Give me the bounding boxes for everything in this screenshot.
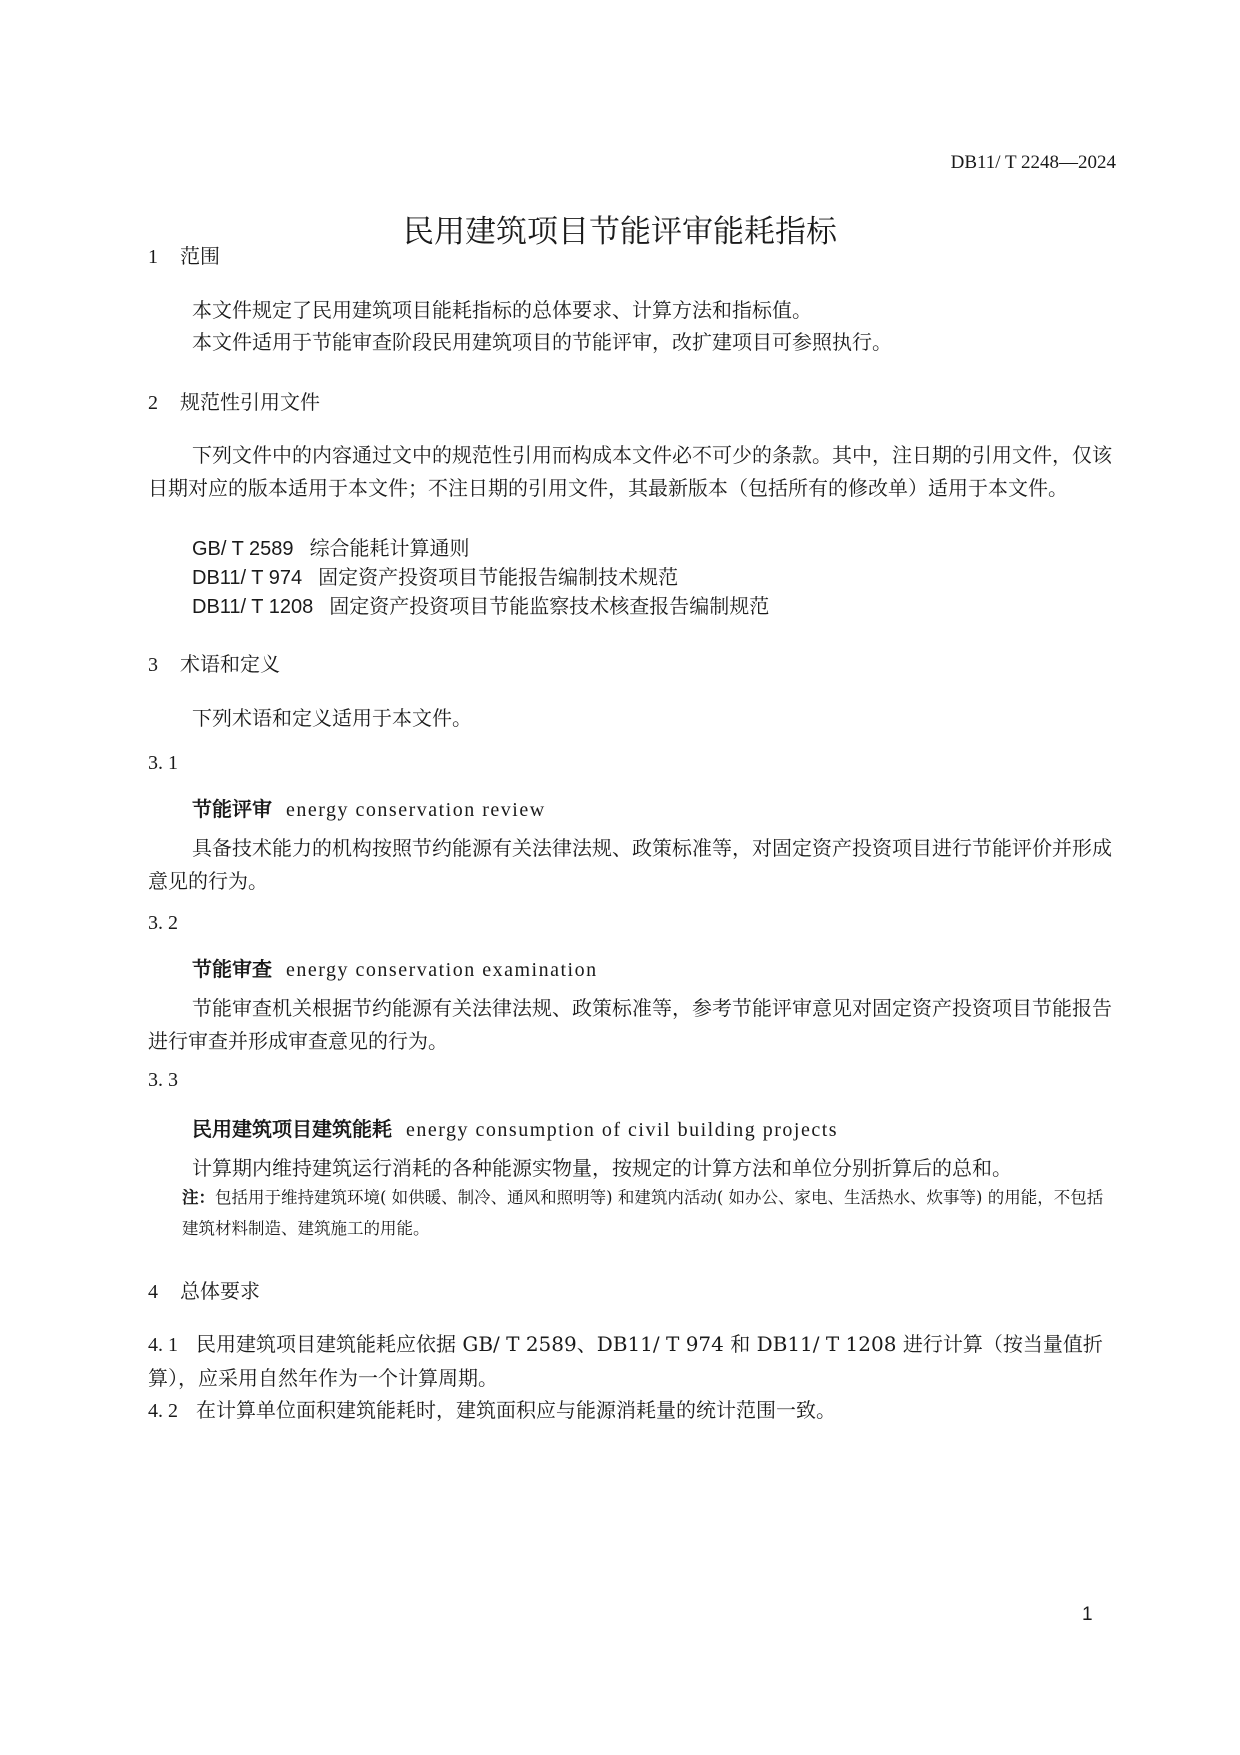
section-title: 术语和定义: [180, 652, 280, 676]
standard-number: DB11/ T 2248—2024: [950, 152, 1116, 173]
reference-item: [192, 561, 678, 590]
section-number: 1: [148, 246, 158, 268]
reference-title: 综合能耗计算通则: [309, 536, 470, 560]
term-definition: 具备技术能力的机构按照节约能源有关法律法规、政策标准等，对固定资产投资项目进行节能评价并形成意见的行为。: [148, 836, 1112, 893]
terms-intro: 下列术语和定义适用于本文件。: [192, 706, 472, 730]
requirement-item: [148, 1328, 1116, 1395]
section-4-heading: [148, 1275, 260, 1304]
term-note: [182, 1182, 1118, 1244]
note-label: 注：: [182, 1188, 215, 1207]
clause-number: 3. 3: [148, 1069, 178, 1091]
section-number: 3: [148, 654, 158, 676]
requirement-item: [148, 1394, 1116, 1428]
section-number: 4: [148, 1281, 158, 1303]
clause-number: 3. 2: [148, 912, 178, 934]
term-definition: 计算期内维持建筑运行消耗的各种能源实物量，按规定的计算方法和单位分别折算后的总和。: [192, 1156, 1012, 1180]
scope-paragraph-1: 本文件规定了民用建筑项目能耗指标的总体要求、计算方法和指标值。: [192, 298, 812, 322]
reference-code: DB11/ T 1208: [192, 596, 314, 618]
references-intro: 下列文件中的内容通过文中的规范性引用而构成本文件必不可少的条款。其中，注日期的引用文件，仅该日期对应的版本适用于本文件；不注日期的引用文件，其最新版本（包括所有的修改单）适用于本文件。: [148, 443, 1112, 500]
term-english: energy conservation examination: [286, 959, 598, 981]
scope-paragraph-2: 本文件适用于节能审查阶段民用建筑项目的节能评审，改扩建项目可参照执行。: [192, 330, 892, 354]
term-definition: 节能审查机关根据节约能源有关法律法规、政策标准等，参考节能评审意见对固定资产投资项目节能报告进行审查并形成审查意见的行为。: [148, 996, 1112, 1053]
clause-number: 3. 1: [148, 752, 178, 774]
section-title: 总体要求: [180, 1279, 260, 1303]
section-1-heading: [148, 240, 220, 269]
requirement-number: 4. 2: [148, 1400, 178, 1422]
term-heading: [192, 953, 598, 982]
reference-code: DB11/ T 974: [192, 567, 303, 589]
document-title: 民用建筑项目节能评审能耗指标: [403, 214, 837, 250]
term-heading: [192, 1113, 838, 1142]
term-chinese: 节能审查: [192, 957, 272, 981]
section-title: 规范性引用文件: [180, 390, 320, 414]
requirement-text: 民用建筑项目建筑能耗应依据 GB/ T 2589、DB11/ T 974 和 DB11/ T 1208 进行计算（按当量值折算），应采用自然年作为一个计算周期。: [148, 1332, 1103, 1390]
section-number: 2: [148, 392, 158, 414]
requirement-text: 在计算单位面积建筑能耗时，建筑面积应与能源消耗量的统计范围一致。: [196, 1398, 836, 1422]
note-text: 包括用于维持建筑环境( 如供暖、制冷、通风和照明等) 和建筑内活动( 如办公、家电、生活热水、炊事等) 的用能，不包括建筑材料制造、建筑施工的用能。: [182, 1188, 1104, 1238]
page-number: 1: [1082, 1604, 1093, 1625]
section-3-heading: [148, 648, 280, 677]
reference-item: [192, 532, 470, 561]
term-english: energy consumption of civil building projects: [406, 1119, 839, 1141]
section-2-heading: [148, 386, 320, 415]
reference-title: 固定资产投资项目节能监察技术核查报告编制规范: [329, 594, 770, 618]
term-chinese: 民用建筑项目建筑能耗: [192, 1117, 392, 1141]
section-title: 范围: [180, 244, 220, 268]
term-heading: [192, 793, 546, 822]
term-english: energy conservation review: [286, 799, 546, 821]
term-chinese: 节能评审: [192, 797, 272, 821]
reference-item: [192, 590, 769, 619]
reference-title: 固定资产投资项目节能报告编制技术规范: [318, 565, 679, 589]
requirement-number: 4. 1: [148, 1334, 178, 1356]
reference-code: GB/ T 2589: [192, 538, 294, 560]
